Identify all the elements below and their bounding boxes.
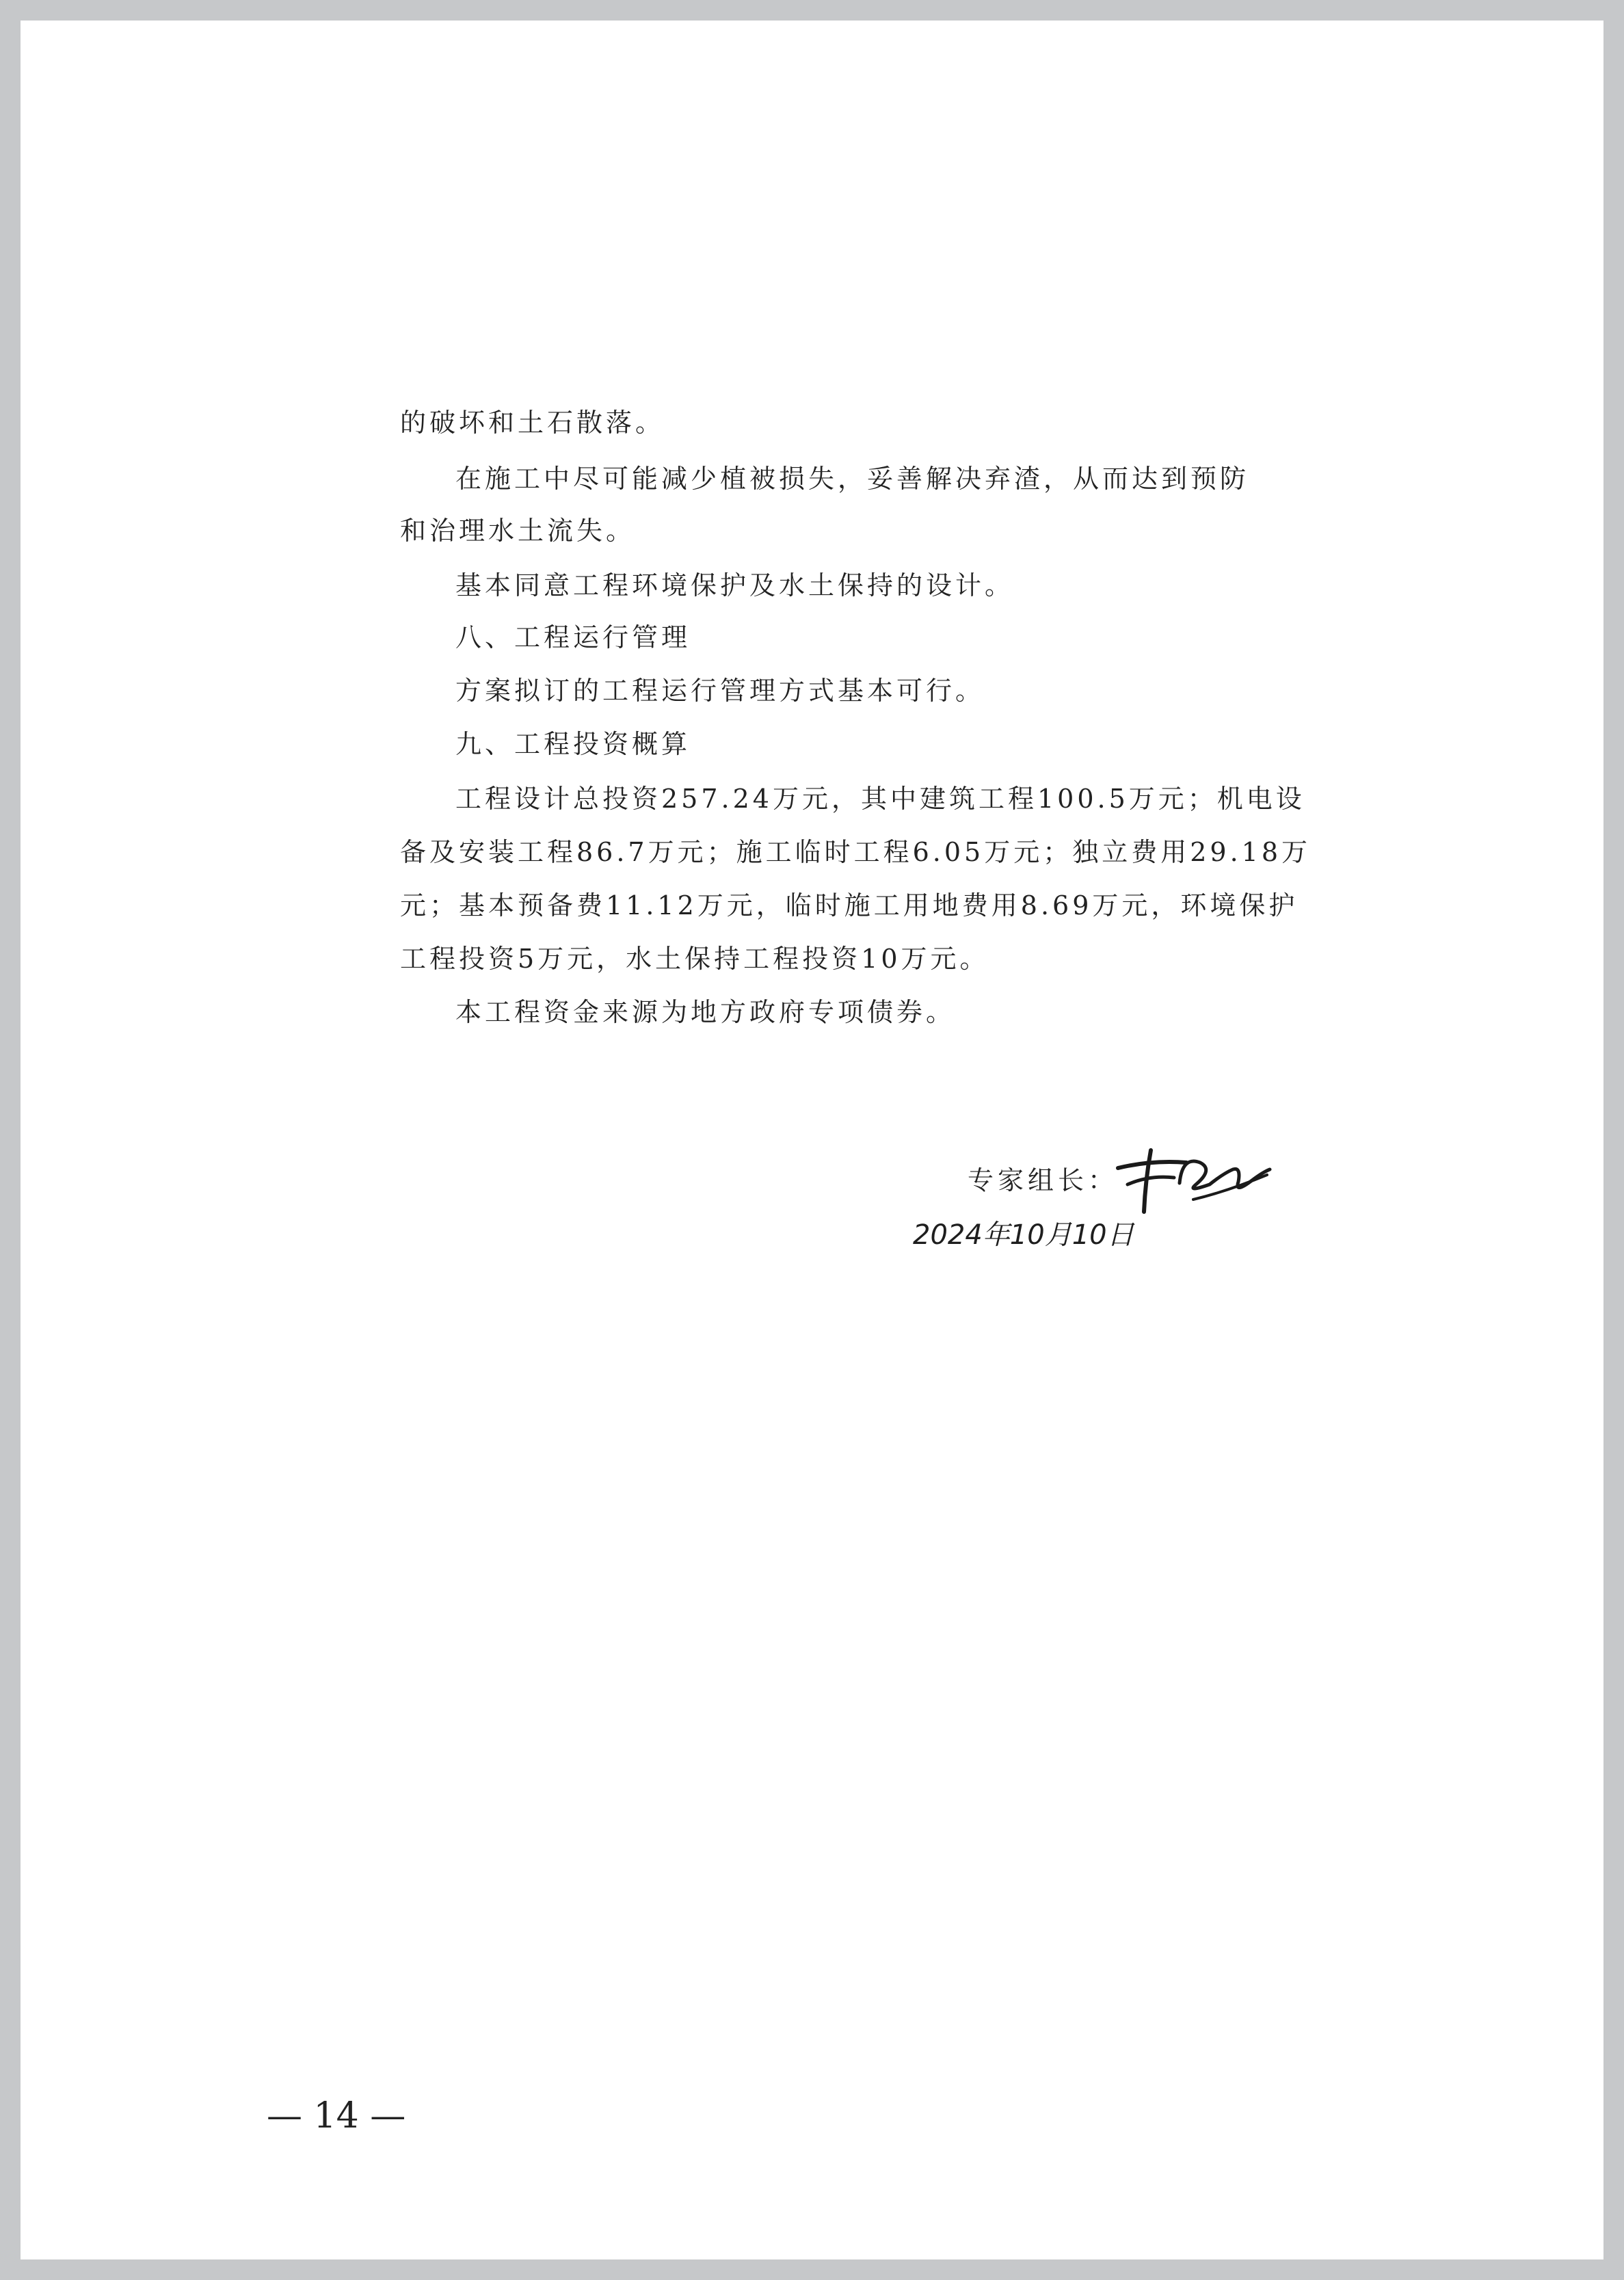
handwritten-signature (1111, 1142, 1275, 1217)
paragraph-line: 基本同意工程环境保护及水土保持的设计。 (455, 570, 1015, 600)
document-page (21, 21, 1603, 2259)
paragraph-line: 工程投资5万元，水土保持工程投资10万元。 (400, 944, 989, 974)
paragraph-line: 备及安装工程86.7万元；施工临时工程6.05万元；独立费用29.18万 (400, 837, 1312, 867)
paragraph-line: 元；基本预备费11.12万元，临时施工用地费用8.69万元，环境保护 (400, 890, 1299, 920)
section-heading: 九、工程投资概算 (455, 729, 691, 759)
paragraph-line: 在施工中尽可能减少植被损失，妥善解决弃渣，从而达到预防 (455, 464, 1250, 494)
paragraph-line: 本工程资金来源为地方政府专项债券。 (455, 997, 956, 1027)
section-heading: 八、工程运行管理 (455, 622, 691, 652)
page-number: — 14 — (267, 2095, 406, 2136)
signature-label: 专家组长： (968, 1165, 1119, 1195)
paragraph-line: 和治理水土流失。 (400, 516, 636, 546)
paragraph-line: 的破坏和土石散落。 (400, 408, 665, 438)
paragraph-line: 方案拟订的工程运行管理方式基本可行。 (455, 676, 985, 706)
paragraph-line: 工程设计总投资257.24万元，其中建筑工程100.5万元；机电设 (455, 784, 1305, 814)
signature-date: 2024年10月10日 (913, 1219, 1134, 1251)
